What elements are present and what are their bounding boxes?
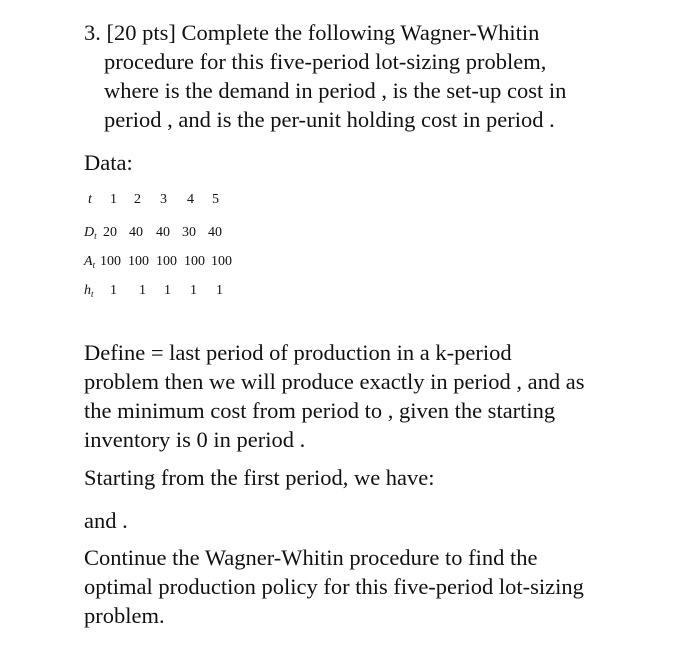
define-line: inventory is 0 in period . — [84, 427, 306, 452]
problem-text-line: procedure for this five-period lot-sizing problem, — [104, 49, 547, 74]
table-row-holding-cost — [84, 282, 284, 300]
table-cell: 1 — [164, 283, 171, 298]
problem-line-2 — [84, 47, 644, 76]
table-row-t — [84, 191, 284, 209]
table-cell: 20 — [103, 225, 117, 240]
define-paragraph — [84, 338, 644, 454]
define-line: problem then we will produce exactly in period , and as — [84, 369, 585, 394]
header-cell: 1 — [110, 192, 117, 207]
table-row-setup-cost — [84, 253, 284, 271]
table-cell: 100 — [156, 254, 177, 269]
problem-line-1 — [84, 18, 644, 47]
table-cell: 100 — [100, 254, 121, 269]
and-paragraph — [84, 506, 644, 535]
header-cell: 2 — [134, 192, 141, 207]
continue-line: optimal production policy for this five-period lot-sizing — [84, 574, 584, 599]
table-cell: 1 — [139, 283, 146, 298]
header-cell: 3 — [160, 192, 167, 207]
row-label-setup-cost: $A_t$ — [84, 254, 96, 270]
table-cell: 30 — [182, 225, 196, 240]
header-cell: 5 — [212, 192, 219, 207]
continue-line: Continue the Wagner-Whitin procedure to find the — [84, 545, 538, 570]
table-cell: 40 — [208, 225, 222, 240]
problem-statement — [84, 18, 644, 134]
table-cell: 100 — [211, 254, 232, 269]
table-cell: 100 — [128, 254, 149, 269]
table-cell: 1 — [216, 283, 223, 298]
table-cell: 40 — [129, 225, 143, 240]
and-line: and . — [84, 508, 128, 533]
table-cell: 1 — [110, 283, 117, 298]
problem-text-line: where is the demand in period , is the set-up cost in — [104, 78, 567, 103]
problem-text-line: period , and is the per-unit holding cost in period . — [104, 107, 555, 132]
table-cell: 1 — [190, 283, 197, 298]
starting-paragraph — [84, 463, 644, 492]
table-cell: 40 — [156, 225, 170, 240]
continue-line: problem. — [84, 603, 165, 628]
define-line: Define = last period of production in a k-period — [84, 340, 512, 365]
problem-line-4 — [84, 105, 644, 134]
problem-line-3 — [84, 76, 644, 105]
header-cell: 4 — [187, 192, 194, 207]
define-line: the minimum cost from period to , given the starting — [84, 398, 556, 423]
data-label: Data: — [84, 150, 133, 175]
table-cell: 100 — [184, 254, 205, 269]
row-label-holding-cost: $h_t$ — [84, 283, 94, 299]
problem-number: 3. — [84, 20, 101, 45]
starting-line: Starting from the first period, we have: — [84, 465, 435, 490]
row-label-t: t — [88, 192, 92, 207]
table-row-demand — [84, 224, 284, 242]
problem-text-line: [20 pts] Complete the following Wagner-Whitin — [106, 20, 540, 45]
continue-paragraph — [84, 543, 644, 630]
row-label-demand: $D_t$ — [84, 225, 97, 241]
